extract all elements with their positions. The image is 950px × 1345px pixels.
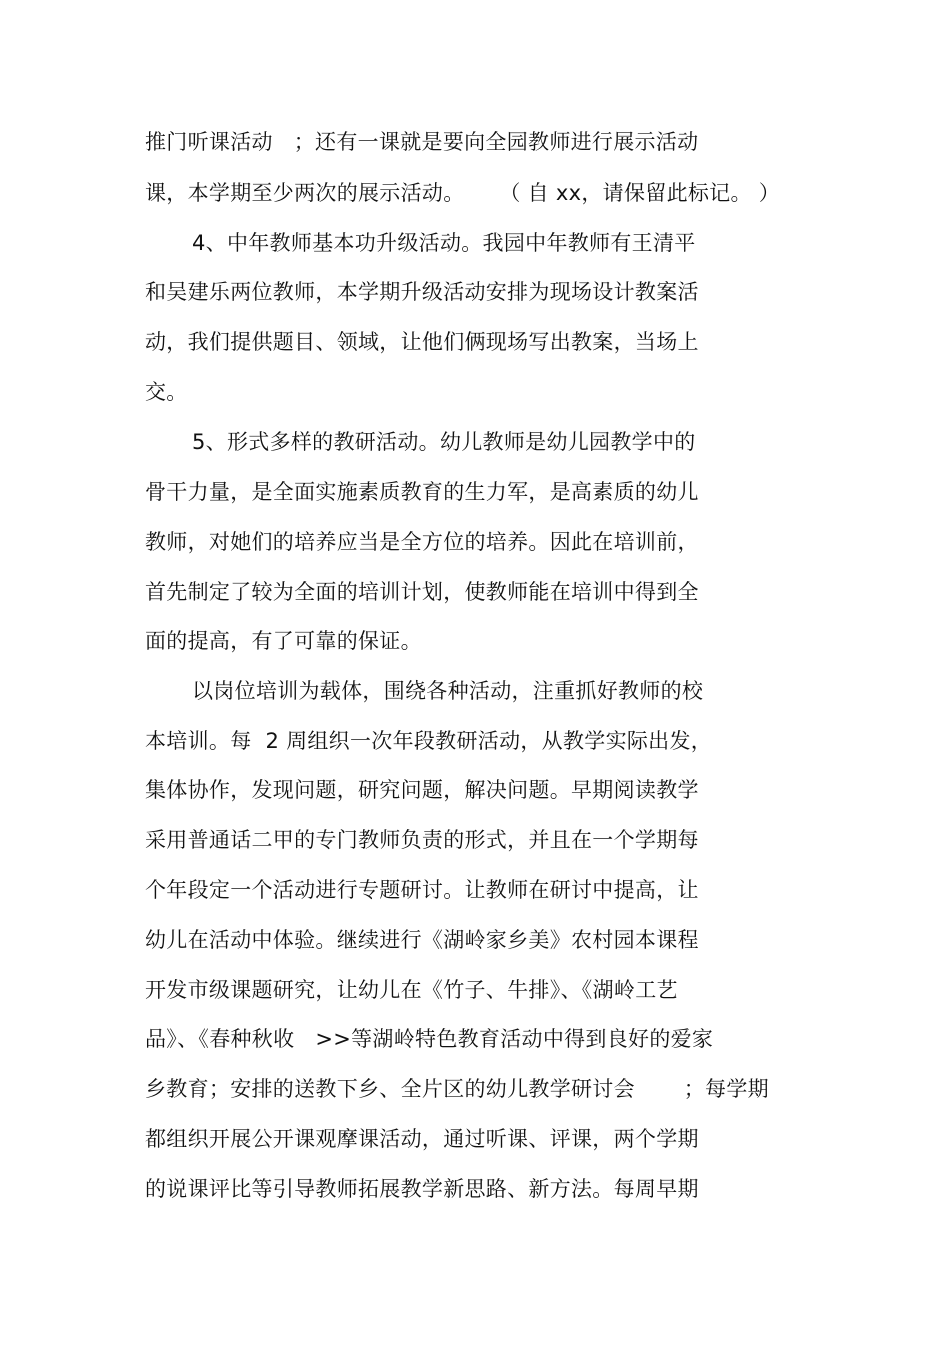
text-line: 动，我们提供题目、领域，让他们俩现场写出教案，当场上 [145,330,699,354]
paragraph-start-line: 5、形式多样的教研活动。幼儿教师是幼儿园教学中的 [192,430,696,454]
text-line: 面的提高，有了可靠的保证。 [145,629,422,653]
text-line: 幼儿在活动中体验。继续进行《湖岭家乡美》农村园本课程 [145,928,699,952]
text-line: 集体协作，发现问题，研究问题，解决问题。早期阅读教学 [145,778,699,802]
text-line: 采用普通话二甲的专门教师负责的形式，并且在一个学期每 [145,828,699,852]
paragraph-start-line: 以岗位培训为载体，围绕各种活动，注重抓好教师的校 [192,679,704,703]
text-line: 推门听课活动 ；还有一课就是要向全园教师进行展示活动 [145,130,699,154]
text-line: 骨干力量，是全面实施素质教育的生力军，是高素质的幼儿 [145,480,699,504]
text-line: 和吴建乐两位教师，本学期升级活动安排为现场设计教案活 [145,280,699,304]
text-line: 的说课评比等引导教师拓展教学新思路、新方法。每周早期 [145,1177,699,1201]
text-line: 教师，对她们的培养应当是全方位的培养。因此在培训前， [145,530,699,554]
text-line: 交。 [145,380,188,404]
paragraph-start-line: 4、中年教师基本功升级活动。我园中年教师有王清平 [192,231,696,255]
text-line: 乡教育；安排的送教下乡、全片区的幼儿教学研讨会 ；每学期 [145,1077,769,1101]
text-line: 课，本学期至少两次的展示活动。 （ 自 xx，请保留此标记。 ） [145,181,781,205]
text-line: 首先制定了较为全面的培训计划，使教师能在培训中得到全 [145,580,699,604]
text-line: 开发市级课题研究，让幼儿在《竹子、牛排》、《湖岭工艺 [145,978,678,1002]
text-line: 品》、《春种秋收 >>等湖岭特色教育活动中得到良好的爱家 [145,1027,714,1051]
text-line: 本培训。每 2 周组织一次年段教研活动，从教学实际出发， [145,729,713,753]
text-line: 个年段定一个活动进行专题研讨。让教师在研讨中提高，让 [145,878,699,902]
text-line: 都组织开展公开课观摩课活动，通过听课、评课，两个学期 [145,1127,699,1151]
